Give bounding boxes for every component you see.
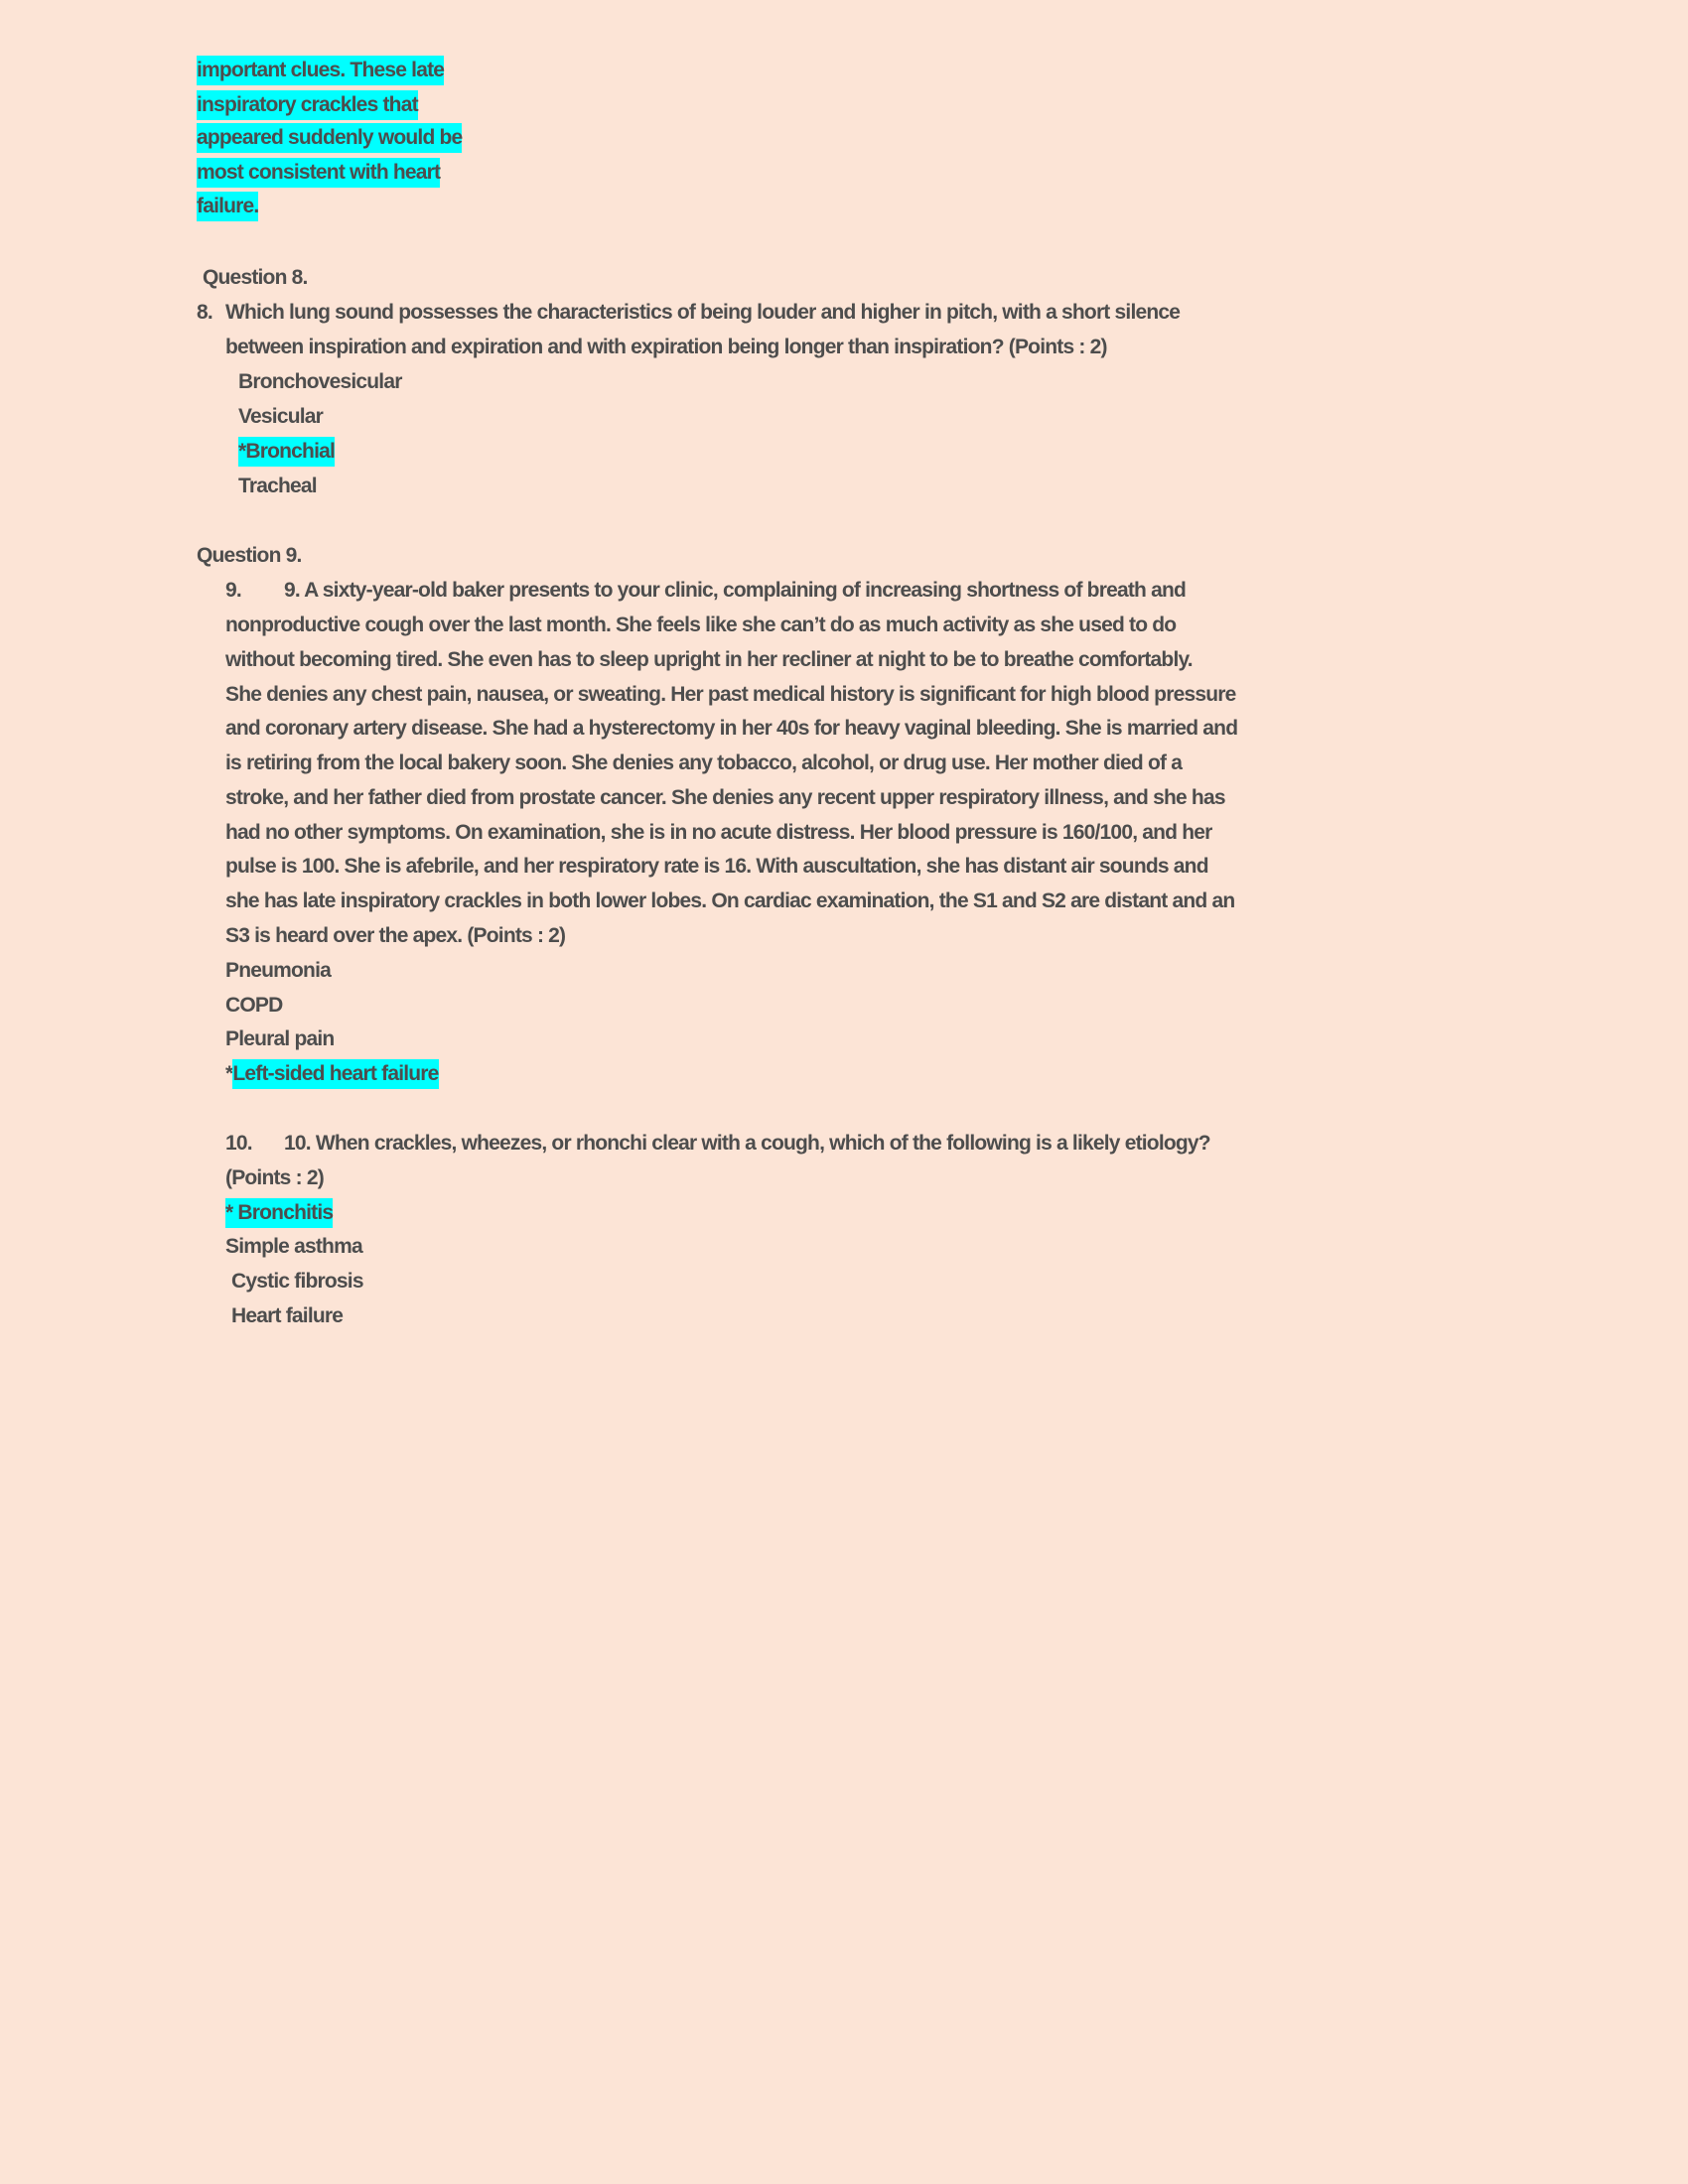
question-text: is retiring from the local bakery soon. She denies any tobacco, alcohol, or drug use. Her mother died of a <box>225 751 1183 774</box>
highlighted-text: failure. <box>197 192 258 221</box>
highlighted-text: important clues. These late <box>197 56 444 85</box>
answer-option: Cystic fibrosis <box>231 1270 363 1293</box>
question-text: stroke, and her father died from prostate cancer. She denies any recent upper respiratory illness, and she has <box>225 786 1225 809</box>
highlighted-text: inspiratory crackles that <box>197 90 418 120</box>
answer-option: Pneumonia <box>225 959 331 982</box>
answer-option: Simple asthma <box>225 1235 362 1258</box>
question-heading: Question 9. <box>197 544 302 567</box>
question-text: Which lung sound possesses the characteristics of being louder and higher in pitch, with a short silence <box>225 301 1181 324</box>
answer-option: Pleural pain <box>225 1027 335 1050</box>
answer-option: COPD <box>225 994 283 1017</box>
question-text: She denies any chest pain, nausea, or sweating. Her past medical history is significant for high blood pressure <box>225 683 1236 706</box>
correct-answer-option: *Bronchial <box>238 437 335 467</box>
question-text: had no other symptoms. On examination, she is in no acute distress. Her blood pressure is 160/100, and her <box>225 821 1212 844</box>
question-text: without becoming tired. She even has to sleep upright in her recliner at night to be to breathe comfortably. <box>225 648 1193 671</box>
question-text: 10. When crackles, wheezes, or rhonchi clear with a cough, which of the following is a likely etiology? <box>284 1132 1210 1155</box>
question-text: pulse is 100. She is afebrile, and her respiratory rate is 16. With auscultation, she has distant air sounds and <box>225 855 1208 878</box>
question-text: nonproductive cough over the last month. She feels like she can’t do as much activity as she used to do <box>225 614 1177 636</box>
answer-option: Vesicular <box>238 405 324 428</box>
question-number: 10. <box>225 1132 252 1155</box>
correct-answer-option: Left-sided heart failure <box>232 1059 438 1089</box>
answer-option: Heart failure <box>231 1304 344 1327</box>
question-text: (Points : 2) <box>225 1166 324 1189</box>
highlighted-text: most consistent with heart <box>197 158 440 188</box>
correct-answer-option: * Bronchitis <box>225 1198 333 1228</box>
question-text: 9. A sixty-year-old baker presents to your clinic, complaining of increasing shortness of breath and <box>284 579 1187 602</box>
question-number: 8. <box>197 301 212 324</box>
question-heading: Question 8. <box>203 266 308 289</box>
question-text: between inspiration and expiration and with expiration being longer than inspiration? (Points : 2) <box>225 336 1107 358</box>
answer-option: Bronchovesicular <box>238 370 402 393</box>
question-text: S3 is heard over the apex. (Points : 2) <box>225 924 566 947</box>
question-text: and coronary artery disease. She had a hysterectomy in her 40s for heavy vaginal bleeding. She is married and <box>225 717 1238 740</box>
highlighted-text: appeared suddenly would be <box>197 123 462 153</box>
answer-marker: * <box>225 1062 233 1085</box>
answer-option: Tracheal <box>238 475 317 497</box>
question-number: 9. <box>225 579 241 602</box>
question-text: she has late inspiratory crackles in both lower lobes. On cardiac examination, the S1 and S2 are distant and an <box>225 889 1235 912</box>
